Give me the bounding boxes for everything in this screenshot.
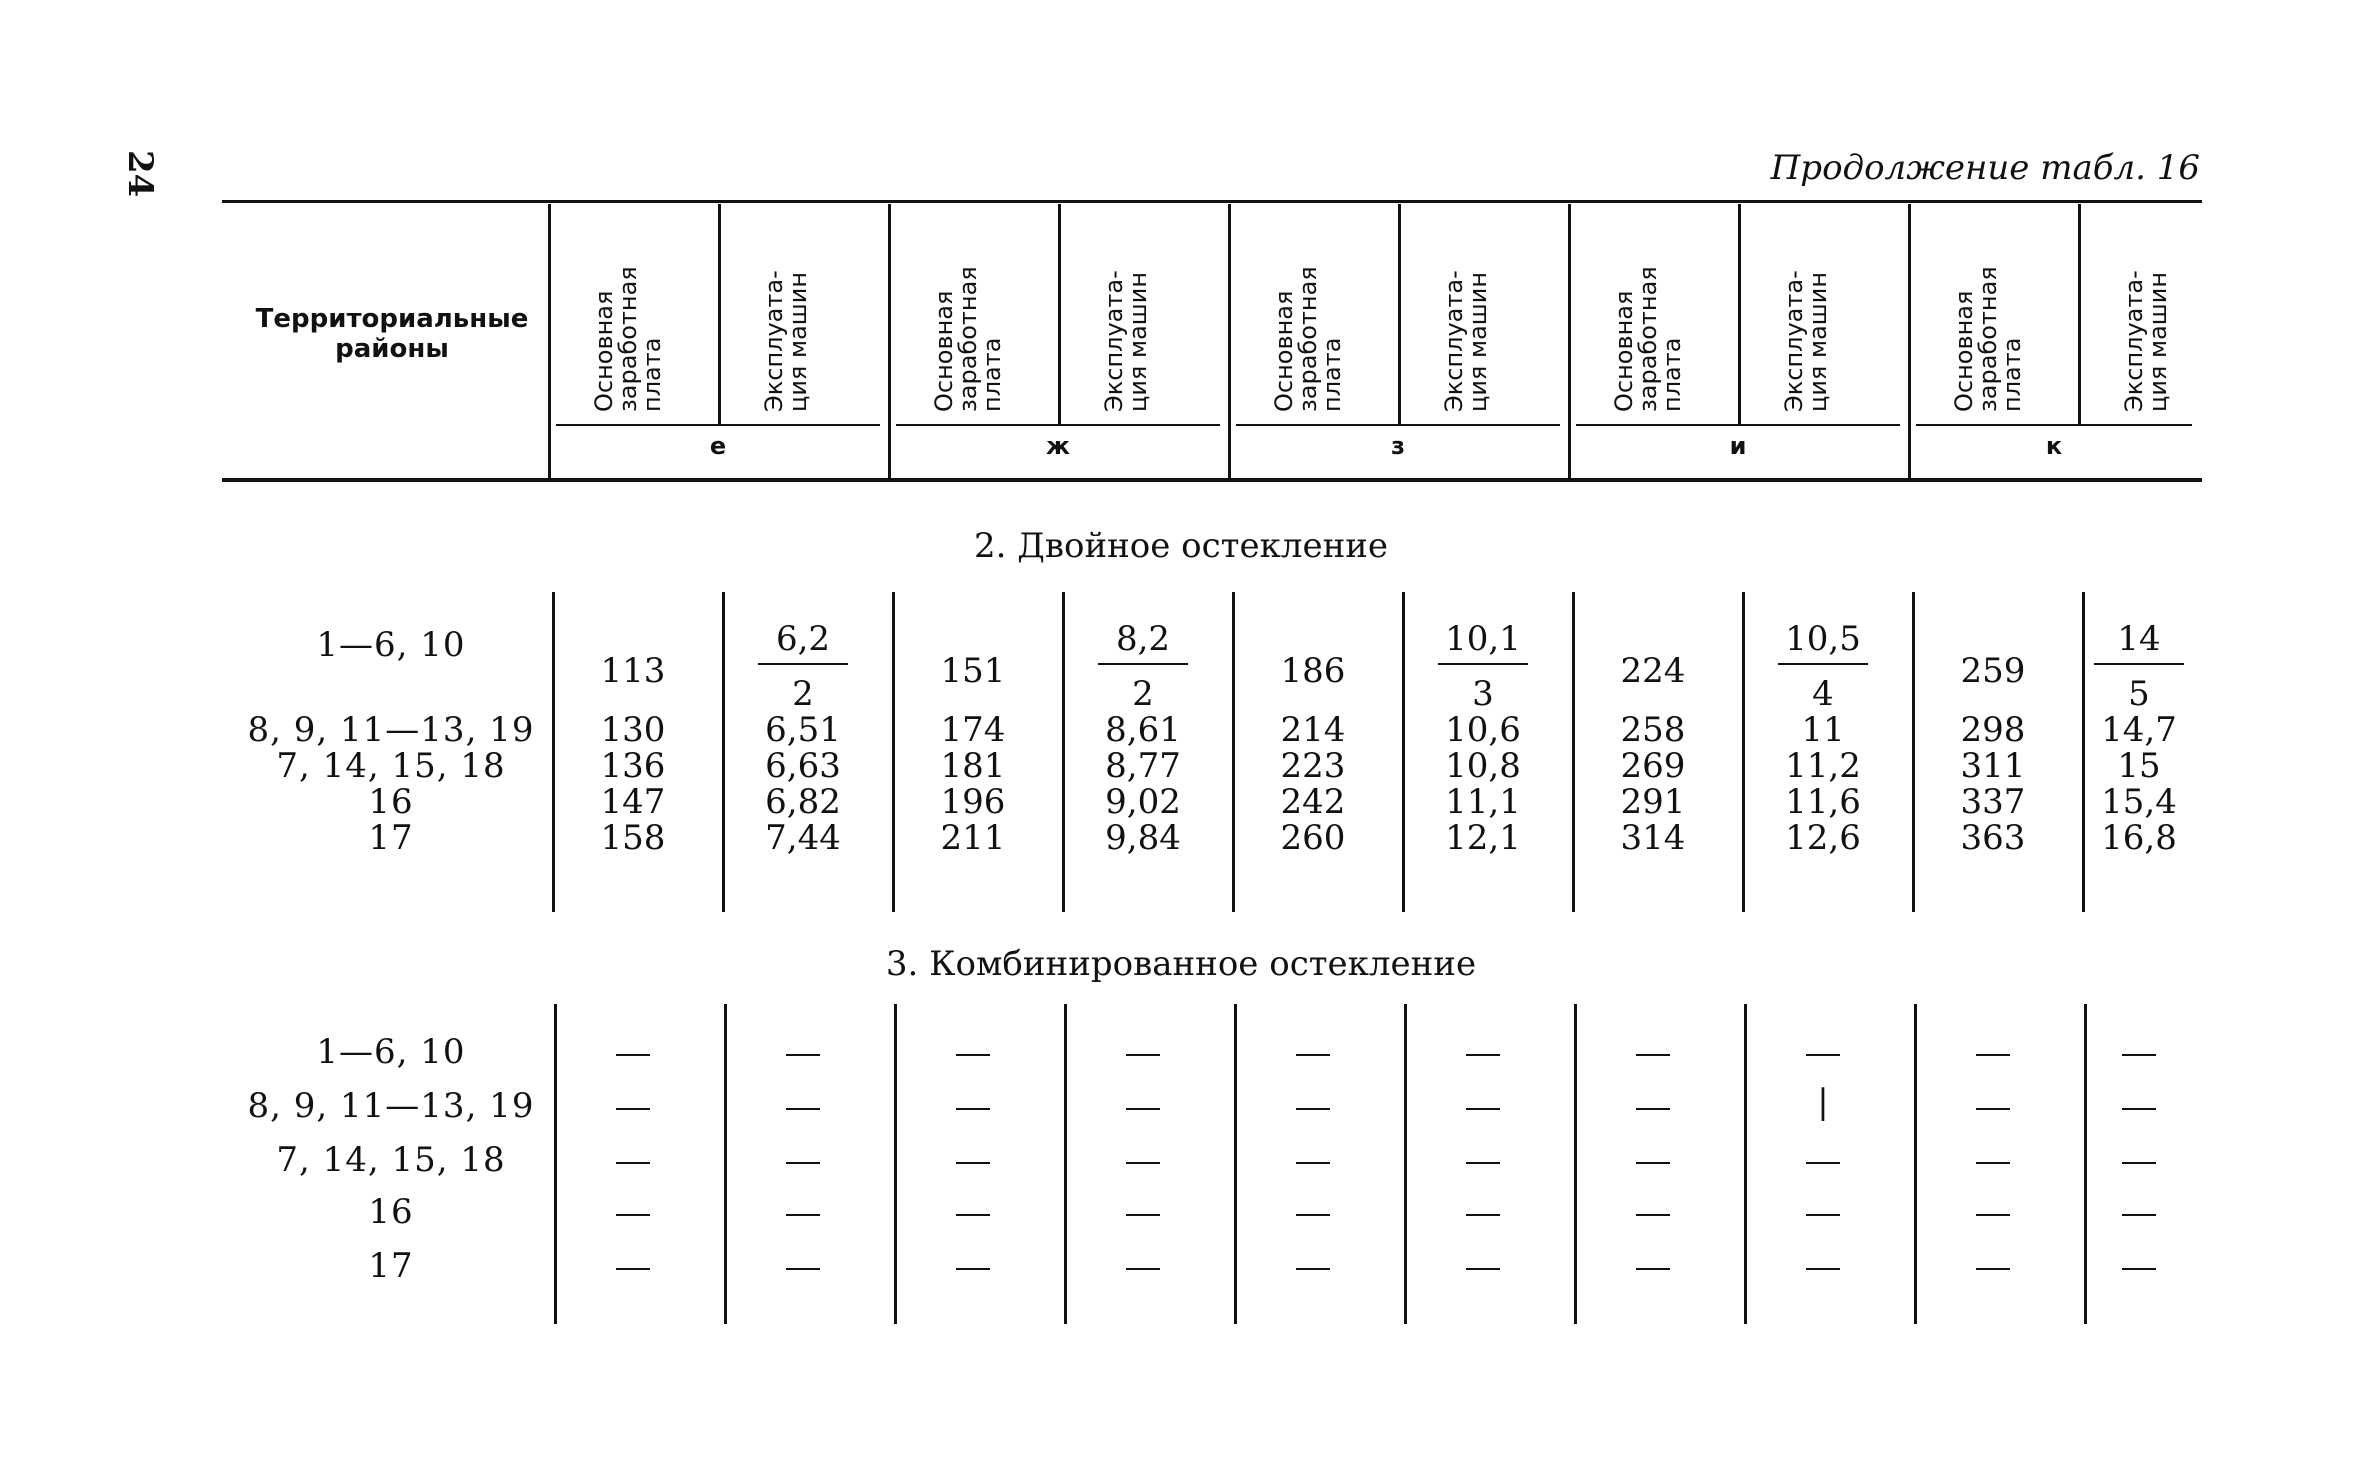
top-rule (222, 200, 2202, 203)
dash-cell (1466, 1162, 1500, 1164)
value-cell: 11,6 (1785, 782, 1861, 822)
dash-cell (2122, 1162, 2156, 1164)
value-cell: 130 (600, 710, 666, 750)
header-bottom-rule (222, 478, 2202, 482)
dash-cell (2122, 1054, 2156, 1056)
value-cell: 14,7 (2101, 710, 2177, 750)
value-cell: 291 (1620, 782, 1686, 822)
header-text-line: плата (1658, 337, 1686, 412)
body-column-line (2084, 1004, 2087, 1324)
value-cell: 311 (1960, 746, 2026, 786)
header-rotated-text (2122, 212, 2262, 412)
value-cell: 242 (1280, 782, 1346, 822)
header-machine-use (1100, 270, 1152, 413)
dash-cell (1636, 1268, 1670, 1270)
dash-cell (616, 1268, 650, 1270)
group-underline (1236, 424, 1560, 426)
body-column-line (894, 1004, 897, 1324)
region-cell: 17 (368, 1246, 414, 1286)
header-rotated-text (1272, 212, 1412, 412)
dash-cell (1806, 1214, 1840, 1216)
region-cell: 16 (368, 1192, 414, 1232)
dash-cell (1466, 1054, 1500, 1056)
value-cell: 260 (1280, 818, 1346, 858)
value-cell: 16,8 (2101, 818, 2177, 858)
body-column-line (1402, 592, 1405, 912)
header-machine-use (1440, 270, 1492, 413)
value-cell: 10,8 (1445, 746, 1521, 786)
value-cell: 10,6 (1445, 710, 1521, 750)
header-rotated-text (1612, 212, 1752, 412)
header-text-line: Основная (1950, 290, 1978, 412)
header-text-line: плата (1318, 337, 1346, 412)
dash-cell (786, 1214, 820, 1216)
value-cell: 196 (940, 782, 1006, 822)
value-cell: 363 (1960, 818, 2026, 858)
section-title-double-glazing: 2. Двойное остекление (973, 526, 1389, 566)
dash-cell (1126, 1108, 1160, 1110)
dash-cell (956, 1108, 990, 1110)
table-caption: Продолжение табл. 16 (1770, 148, 2200, 188)
header-base-wage (930, 266, 1006, 413)
value-cell: 214 (1280, 710, 1346, 750)
header-text-line: заработная (954, 266, 982, 412)
header-text-line: ция машин (1804, 271, 1832, 412)
region-cell: 17 (368, 818, 414, 858)
region-cell: 7, 14, 15, 18 (276, 746, 506, 786)
header-text-line: плата (978, 337, 1006, 412)
value-cell: 186 (1280, 651, 1346, 691)
value-cell: 158 (600, 818, 666, 858)
fraction-denominator: 4 (1812, 674, 1834, 714)
dash-cell (1976, 1162, 2010, 1164)
body-column-line (1914, 1004, 1917, 1324)
header-rotated-text (1442, 212, 1582, 412)
dash-cell (1806, 1162, 1840, 1164)
dash-cell (1466, 1108, 1500, 1110)
value-cell: 15 (2117, 746, 2161, 786)
value-cell: 7,44 (765, 818, 841, 858)
header-text-line: заработная (614, 266, 642, 412)
dash-cell (616, 1214, 650, 1216)
dash-cell (1296, 1162, 1330, 1164)
fraction-denominator: 2 (792, 674, 814, 714)
dash-cell (1126, 1162, 1160, 1164)
dash-cell (1296, 1108, 1330, 1110)
body-column-line (1744, 1004, 1747, 1324)
fraction-numerator: 8,2 (1098, 619, 1188, 665)
dash-cell (1126, 1268, 1160, 1270)
header-text-line: Эксплуата- (1440, 270, 1468, 412)
body-column-line (1742, 592, 1745, 912)
group-label: з (1391, 432, 1405, 460)
header-rotated-text (932, 212, 1072, 412)
value-cell: 9,84 (1105, 818, 1181, 858)
dash-cell (956, 1268, 990, 1270)
region-cell: 8, 9, 11—13, 19 (247, 1086, 535, 1126)
dash-cell (1976, 1268, 2010, 1270)
fraction-numerator: 6,2 (758, 619, 848, 665)
section-title-combined-glazing: 3. Комбинированное остекление (885, 944, 1477, 984)
header-base-wage (1270, 266, 1346, 413)
value-cell: 224 (1620, 651, 1686, 691)
fraction-denominator: 3 (1472, 674, 1494, 714)
fraction-cell (1098, 619, 1188, 717)
value-cell: 181 (940, 746, 1006, 786)
value-cell: 174 (940, 710, 1006, 750)
body-column-line (1574, 1004, 1577, 1324)
dash-cell (1466, 1214, 1500, 1216)
body-column-line (1064, 1004, 1067, 1324)
group-underline (1916, 424, 2192, 426)
value-cell: 258 (1620, 710, 1686, 750)
dash-cell (956, 1162, 990, 1164)
dash-cell (786, 1162, 820, 1164)
value-cell: 12,6 (1785, 818, 1861, 858)
header-text-line: Основная (1270, 290, 1298, 412)
fraction-numerator: 14 (2094, 619, 2184, 665)
value-cell: | (1817, 1082, 1829, 1122)
header-text-line: Основная (930, 290, 958, 412)
header-text-line: ция машин (1124, 271, 1152, 412)
header-machine-use (1780, 270, 1832, 413)
value-cell: 113 (600, 651, 666, 691)
value-cell: 15,4 (2101, 782, 2177, 822)
page-number: 24 (120, 150, 160, 198)
header-rotated-text (1952, 212, 2092, 412)
value-cell: 259 (1960, 651, 2026, 691)
dash-cell (786, 1268, 820, 1270)
dash-cell (1126, 1214, 1160, 1216)
body-column-line (892, 592, 895, 912)
body-column-line (1912, 592, 1915, 912)
dash-cell (1976, 1054, 2010, 1056)
header-text-line: Эксплуата- (1100, 270, 1128, 412)
header-text-line: заработная (1974, 266, 2002, 412)
fraction-cell (1438, 619, 1528, 717)
fraction-cell (758, 619, 848, 717)
fraction-cell (1778, 619, 1868, 717)
dash-cell (616, 1162, 650, 1164)
header-text-line: Эксплуата- (760, 270, 788, 412)
region-header-line1: Территориальные (255, 304, 529, 334)
header-text-line: Эксплуата- (1780, 270, 1808, 412)
dash-cell (956, 1054, 990, 1056)
value-cell: 8,77 (1105, 746, 1181, 786)
header-text-line: Основная (1610, 290, 1638, 412)
dash-cell (786, 1108, 820, 1110)
group-underline (1576, 424, 1900, 426)
value-cell: 11,2 (1785, 746, 1861, 786)
dash-cell (1636, 1214, 1670, 1216)
group-underline (556, 424, 880, 426)
value-cell: 8,61 (1105, 710, 1181, 750)
fraction-denominator: 2 (1132, 674, 1154, 714)
dash-cell (2122, 1268, 2156, 1270)
fraction-denominator: 5 (2128, 674, 2150, 714)
region-cell: 1—6, 10 (316, 625, 466, 665)
dash-cell (1976, 1214, 2010, 1216)
dash-cell (1806, 1054, 1840, 1056)
dash-cell (2122, 1108, 2156, 1110)
header-text-line: плата (1998, 337, 2026, 412)
dash-cell (2122, 1214, 2156, 1216)
value-cell: 337 (1960, 782, 2026, 822)
value-cell: 6,82 (765, 782, 841, 822)
group-label: ж (1046, 432, 1070, 460)
header-rotated-text (762, 212, 902, 412)
region-cell: 1—6, 10 (316, 1032, 466, 1072)
header-text-line: ция машин (1464, 271, 1492, 412)
value-cell: 223 (1280, 746, 1346, 786)
body-column-line (1234, 1004, 1237, 1324)
value-cell: 211 (940, 818, 1006, 858)
group-label: и (1729, 432, 1747, 460)
group-label: к (2045, 432, 2063, 460)
value-cell: 12,1 (1445, 818, 1521, 858)
value-cell: 314 (1620, 818, 1686, 858)
body-column-line (1404, 1004, 1407, 1324)
fraction-numerator: 10,5 (1778, 619, 1868, 665)
header-column-line (548, 204, 551, 478)
group-label: е (709, 432, 727, 460)
value-cell: 298 (1960, 710, 2026, 750)
header-text-line: Эксплуата- (2120, 270, 2148, 412)
fraction-cell (2094, 619, 2184, 717)
region-cell: 7, 14, 15, 18 (276, 1140, 506, 1180)
region-cell: 16 (368, 782, 414, 822)
header-machine-use (760, 270, 812, 413)
dash-cell (1636, 1162, 1670, 1164)
header-text-line: Основная (590, 290, 618, 412)
dash-cell (1296, 1054, 1330, 1056)
body-column-line (1232, 592, 1235, 912)
dash-cell (1126, 1054, 1160, 1056)
header-text-line: заработная (1294, 266, 1322, 412)
header-base-wage (1950, 266, 2026, 413)
header-text-line: заработная (1634, 266, 1662, 412)
value-cell: 151 (940, 651, 1006, 691)
dash-cell (1636, 1054, 1670, 1056)
fraction-numerator: 10,1 (1438, 619, 1528, 665)
value-cell: 6,63 (765, 746, 841, 786)
header-base-wage (1610, 266, 1686, 413)
dash-cell (616, 1108, 650, 1110)
group-underline (896, 424, 1220, 426)
dash-cell (1806, 1268, 1840, 1270)
dash-cell (1466, 1268, 1500, 1270)
value-cell: 11 (1801, 710, 1845, 750)
header-machine-use (2120, 270, 2172, 413)
region-header (232, 304, 552, 364)
body-column-line (724, 1004, 727, 1324)
region-cell: 8, 9, 11—13, 19 (247, 710, 535, 750)
header-base-wage (590, 266, 666, 413)
dash-cell (956, 1214, 990, 1216)
value-cell: 6,51 (765, 710, 841, 750)
header-text-line: ция машин (784, 271, 812, 412)
value-cell: 147 (600, 782, 666, 822)
header-text-line: плата (638, 337, 666, 412)
dash-cell (1976, 1108, 2010, 1110)
header-rotated-text (1782, 212, 1922, 412)
region-header-line2: районы (335, 334, 449, 364)
dash-cell (616, 1054, 650, 1056)
value-cell: 11,1 (1445, 782, 1521, 822)
value-cell: 269 (1620, 746, 1686, 786)
dash-cell (1296, 1214, 1330, 1216)
header-text-line: ция машин (2144, 271, 2172, 412)
header-rotated-text (592, 212, 732, 412)
dash-cell (1296, 1268, 1330, 1270)
body-column-line (722, 592, 725, 912)
value-cell: 9,02 (1105, 782, 1181, 822)
body-column-line (1572, 592, 1575, 912)
dash-cell (786, 1054, 820, 1056)
value-cell: 136 (600, 746, 666, 786)
dash-cell (1636, 1108, 1670, 1110)
header-rotated-text (1102, 212, 1242, 412)
body-column-line (1062, 592, 1065, 912)
